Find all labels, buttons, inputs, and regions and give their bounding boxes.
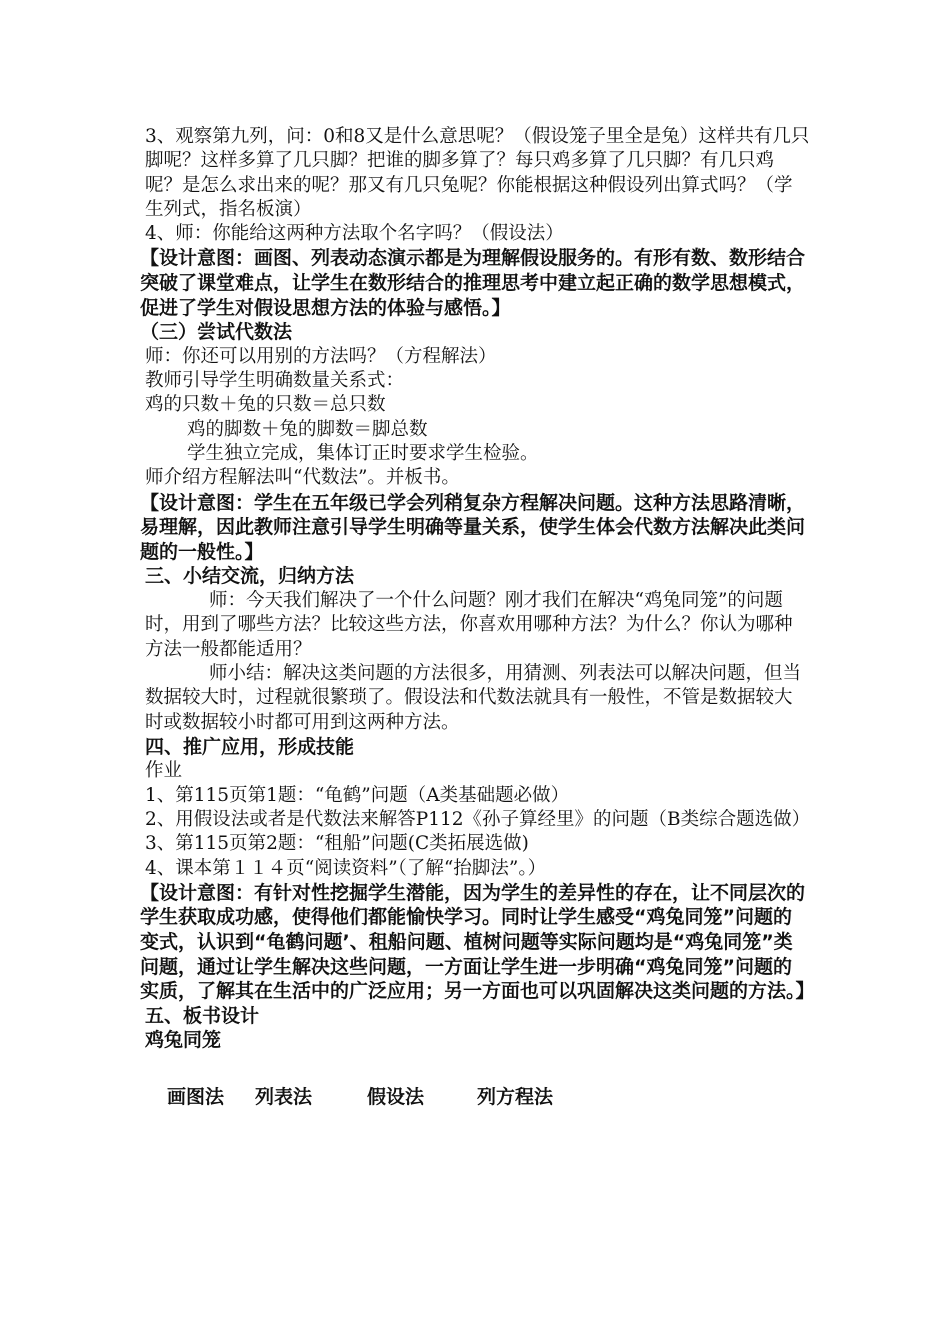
board-methods <box>145 1085 810 1109</box>
paragraph-algebra-intro: 师介绍方程解法叫“代数法”。并板书。 <box>145 467 460 489</box>
board-method-equation: 列方程法 <box>477 1086 554 1109</box>
paragraph-guide: 教师引导学生明确数量关系式： <box>145 370 405 392</box>
section-heading-board: 五、板书设计 <box>145 1004 260 1027</box>
paragraph-step4: 4、师：你能给这两种方法取个名字吗？（假设法） <box>145 223 564 245</box>
section-heading-application: 四、推广应用，形成技能 <box>145 735 355 758</box>
paragraph-teacher-question: 师：你还可以用别的方法吗？（方程解法） <box>145 345 497 367</box>
homework-item-4: 4、课本第１１４页“阅读资料”（了解“抬脚法”。） <box>145 857 547 879</box>
board-method-drawing: 画图法 <box>167 1086 225 1109</box>
board-method-hypothesis: 假设法 <box>367 1086 425 1109</box>
homework-item-3: 3、第115页第2题：“租船”问题(C类拓展选做) <box>145 833 529 855</box>
document-page <box>140 125 815 1109</box>
design-intent-3: 【设计意图：有针对性挖掘学生潜能，因为学生的差异性的存在，让不同层次的学生获取成功感，使得他们都能愉快学习。同时让学生感受“鸡兔同笼”问题的变式，认识到“龟鹤问题’、租船问题、植树问题等实际问题均是“鸡兔同笼”类问题，通过让学生解决这些问题，一方面让学生进一步明确“鸡兔同笼”问题的实质，了解其在生活中的广泛应用；另一方面也可以巩固解决这类问题的方法。】 <box>140 881 815 1003</box>
homework-item-2: 2、用假设法或者是代数法来解答P112《孙子算经里》的问题（B类综合题选做） <box>145 808 811 830</box>
section-heading-algebra: （三）尝试代数法 <box>140 321 293 344</box>
section-heading-summary: 三、小结交流，归纳方法 <box>145 565 355 588</box>
equation-feet: 鸡的脚数＋兔的脚数＝脚总数 <box>187 418 428 440</box>
homework-item-1: 1、第115页第1题：“龟鹤”问题（A类基础题必做） <box>145 784 570 806</box>
board-method-table: 列表法 <box>255 1086 313 1109</box>
homework-label: 作业 <box>145 760 183 782</box>
paragraph-summary-question: 师：今天我们解决了一个什么问题？刚才我们在解决“鸡兔同笼”的问题时，用到了哪些方法？比较这些方法，你喜欢用哪种方法？为什么？你认为哪种方法一般都能适用？ <box>145 590 793 660</box>
spacer <box>145 1053 810 1085</box>
equation-heads: 鸡的只数＋兔的只数＝总只数 <box>145 394 386 416</box>
design-intent-1: 【设计意图：画图、列表动态演示都是为理解假设服务的。有形有数、数形结合突破了课堂难点，让学生在数形结合的推理思考中建立起正确的数学思想模式，促进了学生对假设思想方法的体验与感悟。】 <box>140 247 806 319</box>
paragraph-summary-conclusion: 师小结：解决这类问题的方法很多，用猜测、列表法可以解决问题，但当数据较大时，过程就很繁琐了。假设法和代数法就具有一般性，不管是数据较大时或数据较小时都可用到这两种方法。 <box>145 662 802 733</box>
paragraph-independent: 学生独立完成，集体订正时要求学生检验。 <box>187 443 539 465</box>
board-title: 鸡兔同笼 <box>145 1029 222 1052</box>
design-intent-2: 【设计意图：学生在五年级已学会列稍复杂方程解决问题。这种方法思路清晰，易理解，因此教师注意引导学生明确等量关系，使学生体会代数方法解决此类问题的一般性。】 <box>140 491 806 563</box>
paragraph-step3: 3、观察第九列，问：0和8又是什么意思呢？（假设笼子里全是兔）这样共有几只脚呢？这样多算了几只脚？把谁的脚多算了？每只鸡多算了几只脚？有几只鸡呢？是怎么求出来的呢？那又有几只兔呢？你能根据这种假设列出算式吗？（学生列式，指名板演） <box>145 126 810 220</box>
